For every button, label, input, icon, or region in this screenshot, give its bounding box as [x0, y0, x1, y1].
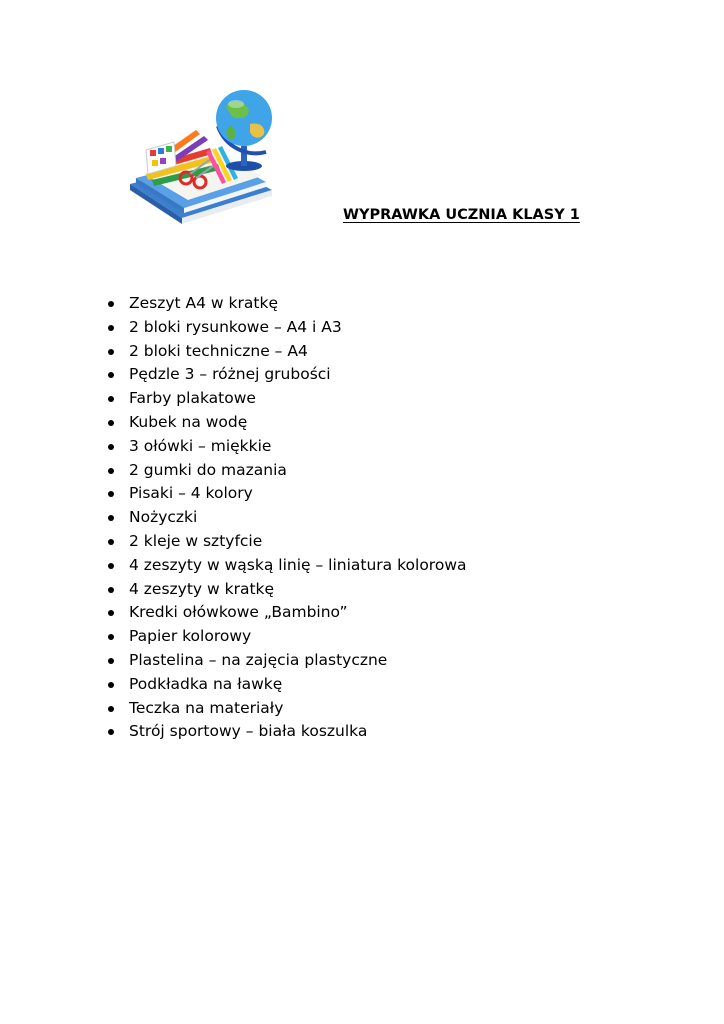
list-item — [108, 601, 467, 625]
list-item-text: Teczka na materiały — [129, 698, 284, 717]
bullet-icon — [108, 706, 114, 712]
list-item-text: 4 zeszyty w wąską linię – liniatura kolorowa — [129, 555, 467, 574]
bullet-icon — [108, 610, 114, 616]
list-item — [108, 697, 467, 721]
list-item-text: 2 gumki do mazania — [129, 460, 287, 479]
list-item-text: Kubek na wodę — [129, 412, 248, 431]
list-item — [108, 435, 467, 459]
list-item — [108, 459, 467, 483]
bullet-icon — [108, 658, 114, 664]
bullet-icon — [108, 491, 114, 497]
bullet-icon — [108, 349, 114, 355]
list-item — [108, 720, 467, 744]
list-item-text: Pisaki – 4 kolory — [129, 484, 253, 503]
list-item-text: Podkładka na ławkę — [129, 674, 283, 693]
bullet-icon — [108, 372, 114, 378]
supply-list — [108, 292, 467, 744]
list-item — [108, 363, 467, 387]
bullet-icon — [108, 634, 114, 640]
list-item — [108, 673, 467, 697]
list-item-text: Kredki ołówkowe „Bambino” — [129, 603, 348, 622]
bullet-icon — [108, 729, 114, 735]
bullet-icon — [108, 301, 114, 307]
list-item-text: Strój sportowy – biała koszulka — [129, 722, 368, 741]
bullet-icon — [108, 420, 114, 426]
school-supplies-globe-illustration — [126, 86, 276, 224]
list-item — [108, 316, 467, 340]
list-item — [108, 506, 467, 530]
list-item — [108, 292, 467, 316]
bullet-icon — [108, 325, 114, 331]
list-item-text: 4 zeszyty w kratkę — [129, 579, 275, 598]
list-item — [108, 482, 467, 506]
bullet-icon — [108, 539, 114, 545]
list-item-text: Farby plakatowe — [129, 389, 256, 408]
bullet-icon — [108, 468, 114, 474]
list-item-text: 2 bloki techniczne – A4 — [129, 341, 308, 360]
bullet-icon — [108, 515, 114, 521]
bullet-icon — [108, 563, 114, 569]
list-item-text: 2 kleje w sztyfcie — [129, 531, 263, 550]
list-item — [108, 340, 467, 364]
list-item-text: Nożyczki — [129, 508, 198, 527]
bullet-icon — [108, 587, 114, 593]
list-item — [108, 554, 467, 578]
list-item — [108, 387, 467, 411]
bullet-icon — [108, 444, 114, 450]
list-item-text: Zeszyt A4 w kratkę — [129, 294, 278, 312]
bullet-icon — [108, 682, 114, 688]
list-item — [108, 530, 467, 554]
page-title: WYPRAWKA UCZNIA KLASY 1 — [343, 207, 580, 223]
list-item — [108, 578, 467, 602]
list-item-text: 2 bloki rysunkowe – A4 i A3 — [129, 317, 342, 336]
list-item-text: Pędzle 3 – różnej grubości — [129, 365, 331, 384]
list-item-text: Papier kolorowy — [129, 627, 252, 646]
list-item-text: Plastelina – na zajęcia plastyczne — [129, 650, 388, 669]
list-item-text: 3 ołówki – miękkie — [129, 436, 272, 455]
list-item — [108, 649, 467, 673]
bullet-icon — [108, 396, 114, 402]
list-item — [108, 625, 467, 649]
list-item — [108, 411, 467, 435]
